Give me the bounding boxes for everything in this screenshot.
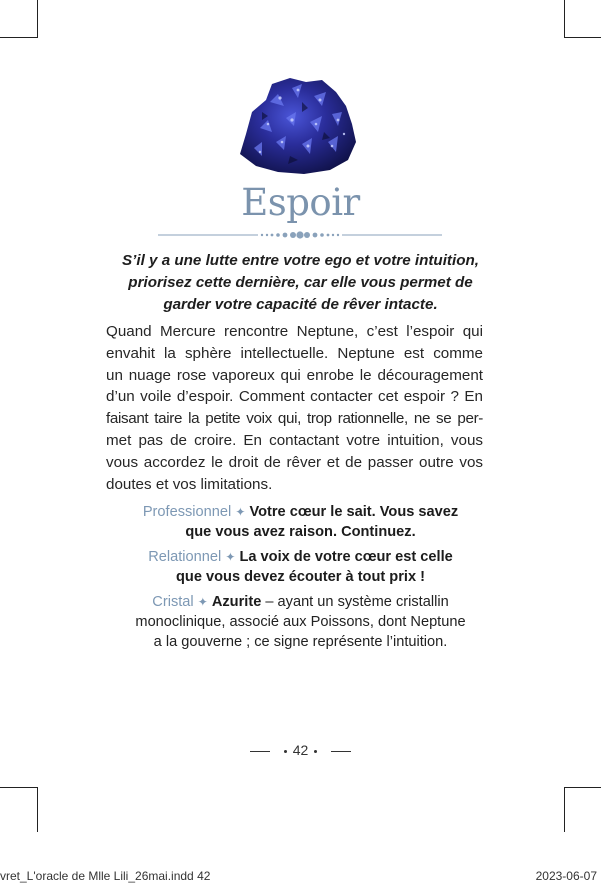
body-line: envahit la sphère intellectuelle. Neptune est comme <box>106 344 483 362</box>
section-text: a la gouverne ; ce signe représente l’intuition. <box>153 634 448 650</box>
star-icon: ✦ <box>235 505 246 519</box>
section-professionnel <box>96 502 505 542</box>
page-number-footer <box>0 742 601 758</box>
section-label: Relationnel <box>148 549 222 565</box>
body-line: Quand Mercure rencontre Neptune, c’est l’espoir qui <box>106 323 483 340</box>
section-text: La voix de votre cœur est celle <box>239 549 453 565</box>
body-paragraph <box>106 321 483 495</box>
body-line: met pas de croire. En contactant votre intuition, vous <box>106 431 483 449</box>
crop-mark-bottom-right-v <box>564 787 565 832</box>
azurite-stone-image <box>232 72 364 176</box>
footer-dot <box>284 750 287 753</box>
section-text: – ayant un système cristallin <box>261 594 449 610</box>
page-number: 42 <box>292 742 309 758</box>
footer-dash <box>331 751 351 752</box>
page-title: Espoir <box>241 181 360 224</box>
section-text: Votre cœur le sait. Vous savez <box>249 504 459 520</box>
lead-line: priorisez cette dernière, car elle vous permet de <box>128 274 473 291</box>
footer-dash <box>250 751 270 752</box>
crop-mark-top-left-h <box>0 37 38 38</box>
crop-mark-bottom-left-v <box>37 787 38 832</box>
section-label: Cristal <box>152 594 194 610</box>
section-text: que vous devez écouter à tout prix ! <box>176 569 425 585</box>
slug-filename: vret_L'oracle de Mlle Lili_26mai.indd 42 <box>0 869 211 883</box>
crop-mark-bottom-right-h <box>564 787 601 788</box>
crystal-name: Azurite <box>211 594 262 610</box>
lead-line: S’il y a une lutte entre votre ego et votre intuition, <box>122 252 479 269</box>
section-label: Professionnel <box>142 504 232 520</box>
body-line: faisant taire la petite voix qui, trop rationnelle, ne se per- <box>106 410 483 428</box>
crop-mark-top-right-v <box>564 0 565 38</box>
footer-dot <box>314 750 317 753</box>
body-line: un nuage rose vaporeux qui enrobe le découragement <box>106 366 483 384</box>
crop-mark-top-left-v <box>37 0 38 38</box>
crop-mark-bottom-left-h <box>0 787 38 788</box>
lead-line: garder votre capacité de rêver intacte. <box>163 296 438 313</box>
star-icon: ✦ <box>225 550 236 564</box>
title-ornament-divider <box>158 228 442 242</box>
section-relationnel <box>96 547 505 587</box>
crop-mark-top-right-h <box>564 37 601 38</box>
star-icon: ✦ <box>197 595 208 609</box>
body-line: doutes et vos limitations. <box>106 475 273 493</box>
body-line: d’un voile d’espoir. Comment contacter cet espoir ? En <box>106 388 483 406</box>
slug-date: 2023-06-07 <box>535 869 597 883</box>
section-text: que vous avez raison. Continuez. <box>185 524 416 540</box>
lead-paragraph <box>100 250 501 316</box>
section-text: monoclinique, associé aux Poissons, dont Neptune <box>135 614 466 630</box>
section-cristal <box>96 592 505 652</box>
body-line: vous accordez le droit de rêver et de passer outre vos <box>106 453 483 471</box>
